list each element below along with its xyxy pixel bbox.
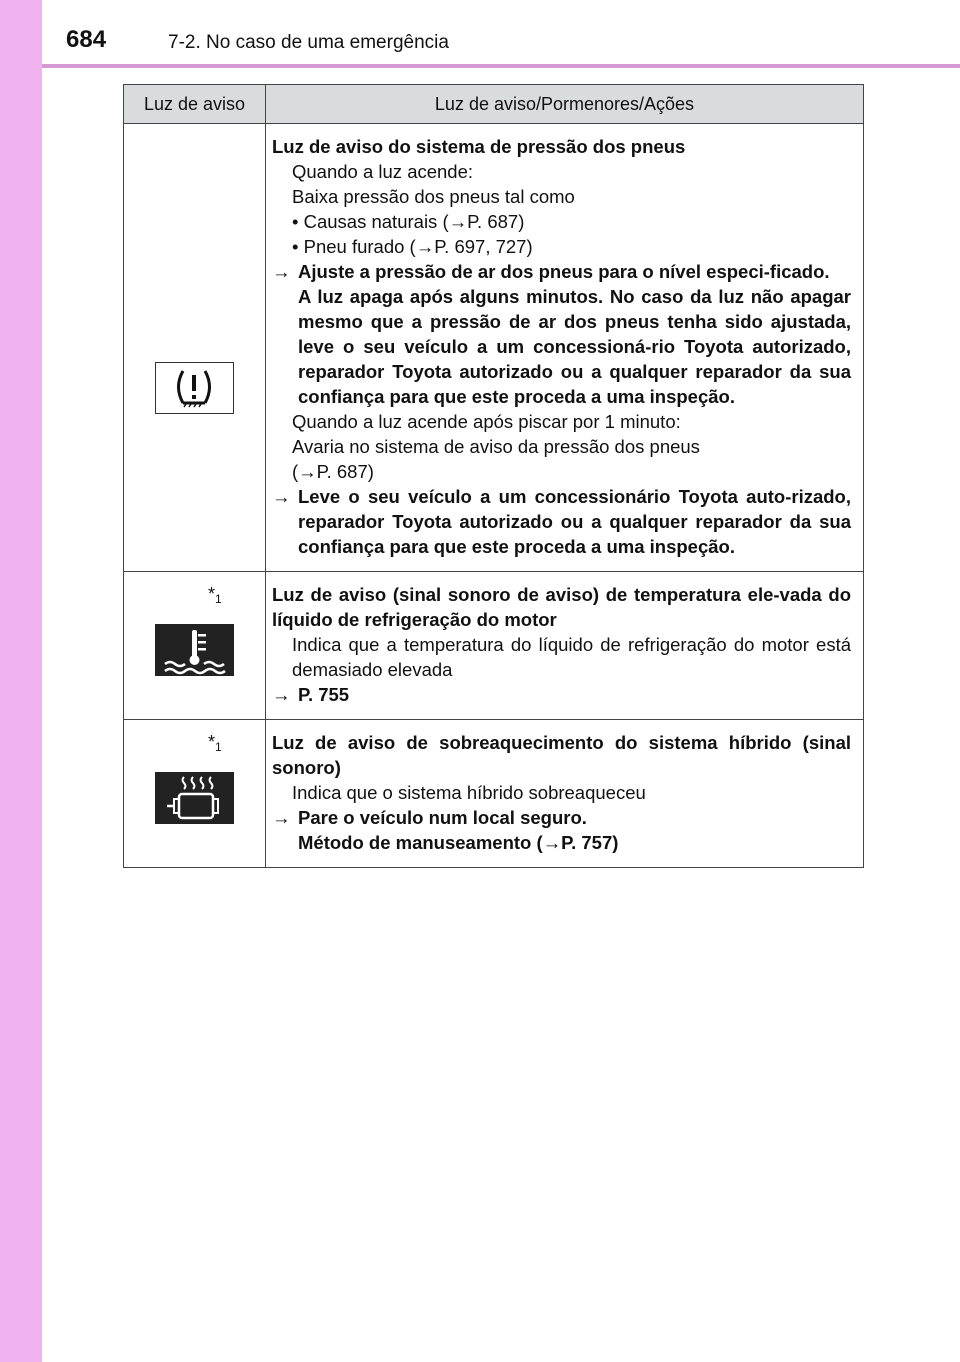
warning-title: Luz de aviso (sinal sonoro de aviso) de temperatura ele-vada do líquido de refrigeração do motor <box>272 584 851 630</box>
action-text: Ajuste a pressão de ar dos pneus para o nível especi-ficado. <box>298 261 830 282</box>
warning-lights-table <box>123 84 864 868</box>
footnote-marker: $*_1$ <box>208 732 222 754</box>
section-title: 7-2. No caso de uma emergência <box>168 32 449 53</box>
arrow-icon: → <box>272 261 291 282</box>
condition-text: Quando a luz acende após piscar por 1 minuto: <box>292 411 681 432</box>
action-text: Leve o seu veículo a um concessionário Toyota auto-rizado, reparador Toyota autorizado ou a qualquer reparador da sua confiança para que este proceda a uma inspeção. <box>298 486 851 557</box>
page-reference: P. 755 <box>298 684 350 705</box>
hybrid-system-overheat-warning-icon <box>155 772 234 824</box>
table-row <box>124 124 864 572</box>
icon-cell <box>124 572 266 720</box>
action-detail-text: Método de manuseamento (→P. 757) <box>298 832 619 853</box>
action-block <box>272 805 851 855</box>
column-header-details: Luz de aviso/Pormenores/Ações <box>266 85 864 124</box>
arrow-icon: → <box>272 486 291 507</box>
details-cell <box>266 124 864 572</box>
column-header-warning-light: Luz de aviso <box>124 85 266 124</box>
warning-title: Luz de aviso de sobreaquecimento do sistema híbrido (sinal sonoro) <box>272 732 851 778</box>
warning-title: Luz de aviso do sistema de pressão dos pneus <box>272 136 686 157</box>
icon-cell <box>124 720 266 868</box>
action-block <box>272 259 851 409</box>
action-block <box>272 484 851 559</box>
table-header-row <box>124 85 864 124</box>
table-row <box>124 572 864 720</box>
action-block <box>272 682 851 707</box>
cause-text: Avaria no sistema de aviso da pressão dos pneus <box>292 436 700 457</box>
coolant-temperature-warning-icon <box>155 624 234 676</box>
action-detail-text: A luz apaga após alguns minutos. No caso da luz não apagar mesmo que a pressão de ar dos pneus tenha sido ajustada, leve o seu veículo a um concessioná-rio Toyota autorizado, reparador Toyota autorizado ou a qualquer reparador da sua confiança para que este proceda a uma inspeção. <box>298 286 851 407</box>
icon-cell <box>124 124 266 572</box>
condition-text: Indica que o sistema híbrido sobreaqueceu <box>292 782 646 803</box>
bullet-item: • Pneu furado (→P. 697, 727) <box>292 236 533 257</box>
details-cell <box>266 720 864 868</box>
page-header <box>42 0 960 64</box>
details-cell <box>266 572 864 720</box>
arrow-icon: → <box>272 807 291 828</box>
table-row <box>124 720 864 868</box>
bullet-item: • Causas naturais (→P. 687) <box>292 211 525 232</box>
condition-text: Indica que a temperatura do líquido de refrigeração do motor está demasiado elevada <box>292 634 851 680</box>
arrow-icon: → <box>272 684 291 705</box>
header-rule <box>42 64 960 68</box>
page-reference: (→P. 687) <box>292 461 374 482</box>
page-number: 684 <box>66 26 107 53</box>
footnote-marker: $*_1$ <box>208 584 222 606</box>
chapter-side-band <box>0 0 42 1362</box>
cause-text: Baixa pressão dos pneus tal como <box>292 186 575 207</box>
tire-pressure-warning-icon <box>155 362 234 414</box>
action-text: Pare o veículo num local seguro. <box>298 807 587 828</box>
condition-text: Quando a luz acende: <box>292 161 474 182</box>
